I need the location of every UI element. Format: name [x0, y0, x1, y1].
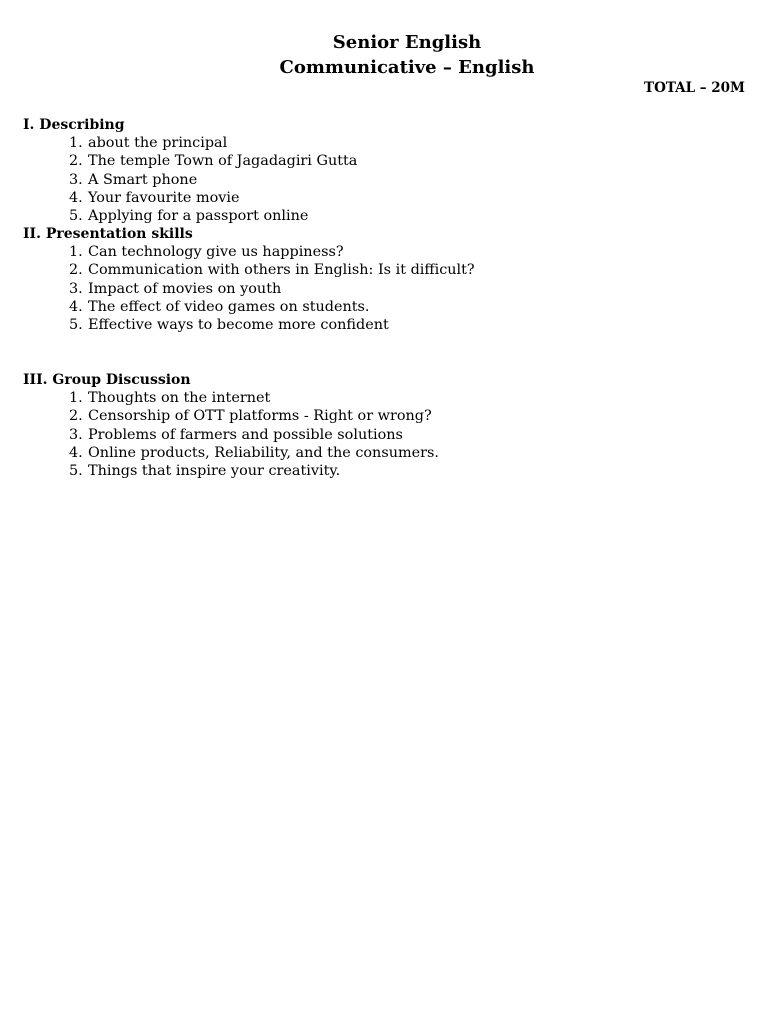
- list-item: [23, 171, 743, 189]
- item-number: 1.: [69, 244, 83, 261]
- item-number: 2.: [69, 408, 83, 425]
- list-item: [23, 189, 743, 207]
- item-text: Communication with others in English: Is it difficult?: [88, 262, 475, 279]
- section-heading: I. Describing: [23, 117, 125, 133]
- list-item: [23, 280, 743, 298]
- item-text: Impact of movies on youth: [88, 280, 282, 297]
- item-text: Problems of farmers and possible solutions: [88, 426, 403, 443]
- list-item: [23, 298, 743, 316]
- topic-list: [23, 389, 743, 480]
- item-text: Can technology give us happiness?: [88, 244, 344, 261]
- list-item: [23, 207, 743, 225]
- list-item: [23, 261, 743, 279]
- item-text: Things that inspire your creativity.: [88, 462, 341, 479]
- item-number: 3.: [69, 426, 83, 443]
- item-number: 1.: [69, 390, 83, 407]
- total-marks: TOTAL – 20M: [644, 80, 745, 96]
- section-heading: III. Group Discussion: [23, 372, 191, 388]
- item-number: 4.: [69, 189, 83, 206]
- item-text: Censorship of OTT platforms - Right or wrong?: [88, 408, 432, 425]
- item-number: 4.: [69, 298, 83, 315]
- document-title: Senior English: [332, 32, 482, 53]
- item-text: Thoughts on the internet: [88, 390, 271, 407]
- item-number: 4.: [69, 444, 83, 461]
- item-text: A Smart phone: [88, 171, 198, 188]
- item-number: 3.: [69, 280, 83, 297]
- item-text: Your favourite movie: [88, 189, 240, 206]
- section-group-discussion: [23, 371, 743, 480]
- list-item: [23, 243, 743, 261]
- list-item: [23, 152, 743, 170]
- document-subtitle: Communicative – English: [279, 57, 535, 78]
- topic-list: [23, 243, 743, 334]
- topic-list: [23, 134, 743, 225]
- section-presentation-skills: [23, 225, 743, 334]
- item-text: The effect of video games on students.: [88, 298, 370, 315]
- item-number: 1.: [69, 135, 83, 152]
- item-text: The temple Town of Jagadagiri Gutta: [88, 153, 358, 170]
- item-number: 5.: [69, 462, 83, 479]
- item-number: 3.: [69, 171, 83, 188]
- item-text: about the principal: [88, 135, 228, 152]
- item-number: 5.: [69, 207, 83, 224]
- section-describing: [23, 116, 743, 225]
- item-text: Effective ways to become more confident: [88, 316, 389, 333]
- item-text: Online products, Reliability, and the consumers.: [88, 444, 439, 461]
- list-item: [23, 444, 743, 462]
- section-heading: II. Presentation skills: [23, 226, 193, 242]
- list-item: [23, 316, 743, 334]
- item-number: 2.: [69, 262, 83, 279]
- list-item: [23, 407, 743, 425]
- item-text: Applying for a passport online: [88, 207, 309, 224]
- list-item: [23, 389, 743, 407]
- item-number: 5.: [69, 316, 83, 333]
- list-item: [23, 426, 743, 444]
- item-number: 2.: [69, 153, 83, 170]
- list-item: [23, 134, 743, 152]
- list-item: [23, 462, 743, 480]
